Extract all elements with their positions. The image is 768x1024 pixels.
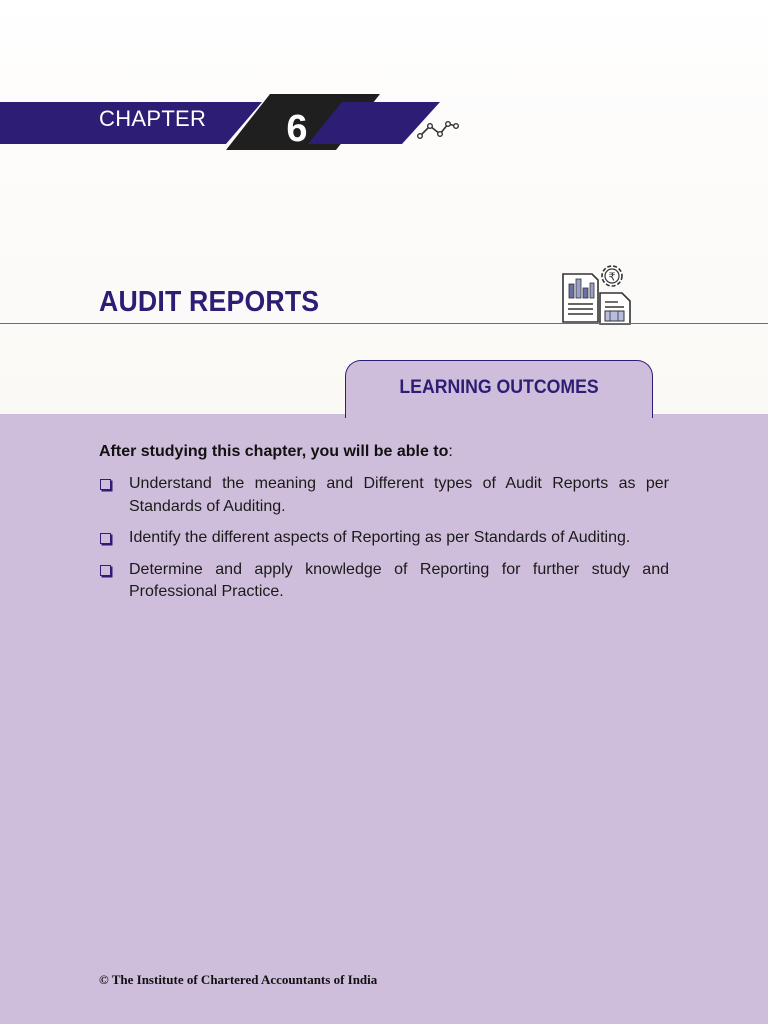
checkbox-bullet-icon [100,533,111,544]
chapter-label: CHAPTER [99,106,207,131]
chapter-number: 6 [286,108,308,150]
intro-colon: : [448,443,453,460]
checkbox-bullet-icon [100,479,111,490]
outcome-text: Determine and apply knowledge of Reporting for further study and Professional Practice. [129,560,669,600]
title-divider [0,323,768,324]
outcome-text: Identify the different aspects of Reporting as per Standards of Auditing. [129,529,631,546]
list-item [99,559,669,604]
chapter-title: AUDIT REPORTS [99,286,320,318]
list-item [99,527,669,550]
svg-text:₹: ₹ [608,270,616,284]
trend-line-icon [414,118,462,142]
chapter-banner [0,94,470,154]
outcome-text: Understand the meaning and Different types of Audit Reports as per Standards of Auditing. [129,475,669,515]
checkbox-bullet-icon [100,565,111,576]
list-item [99,473,669,518]
learning-outcomes-list [99,473,669,613]
learning-outcomes-tab [345,360,653,418]
header-background [0,0,768,414]
copyright-footer: © The Institute of Chartered Accountants of India [99,972,378,987]
intro-text: After studying this chapter, you will be able to [99,443,449,460]
audit-report-documents-icon [560,262,634,326]
learning-outcomes-heading: LEARNING OUTCOMES [399,377,599,398]
learning-outcomes-intro [99,443,453,461]
